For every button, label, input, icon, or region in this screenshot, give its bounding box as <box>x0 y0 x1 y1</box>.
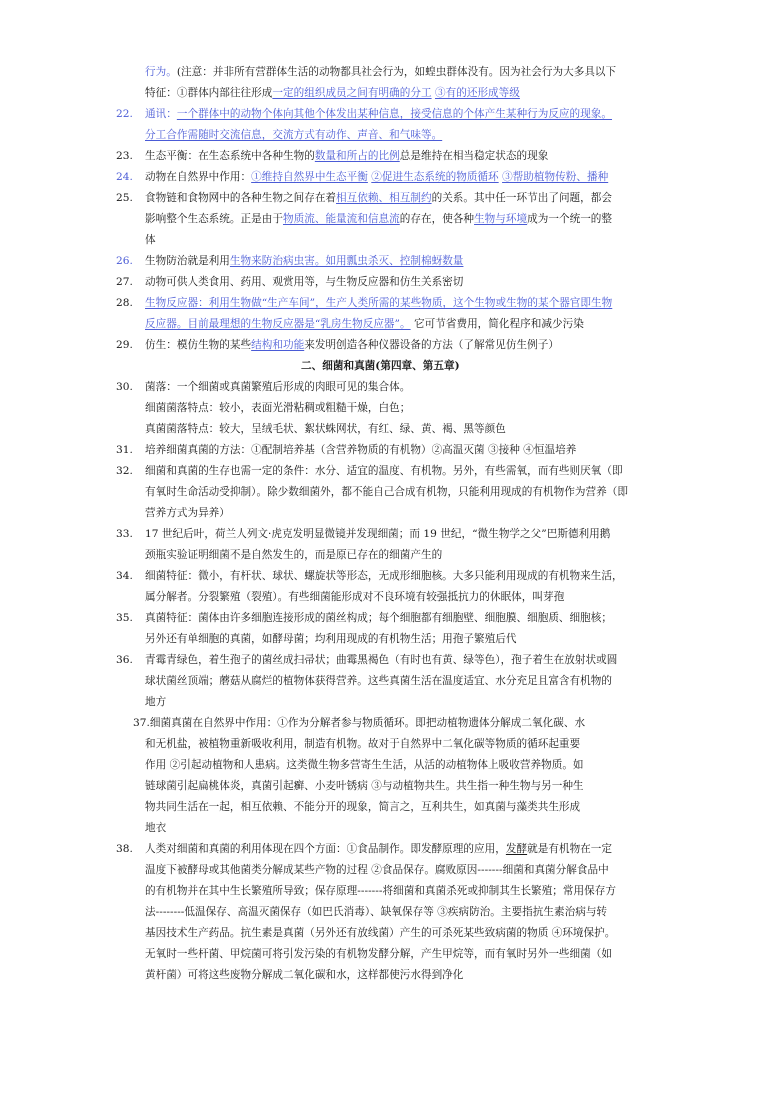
text-line <box>145 107 612 122</box>
text-segment: 基因技术生产药品。抗生素是真菌（另外还有放线菌）产生的可杀死某些致病菌的物质 ④环境保护。 <box>145 927 616 939</box>
text-segment: 人类对细菌和真菌的利用体现在四个方面：①食品制作。即发酵原理的应用， <box>145 843 506 855</box>
text-line <box>145 611 612 626</box>
text-segment: 属分解者。分裂繁殖（裂殖）。有些细菌能形成对不良环境有较强抵抗力的休眠体，叫芽孢 <box>145 591 565 603</box>
text-segment: 37.细菌真菌在自然界中作用：①作为分解者参与物质循环。即把动植物遗体分解成二氧化碳、水 <box>133 717 586 729</box>
text-segment: 细菌菌落特点：较小，表面光滑粘稠或粗糙干燥，白色； <box>145 402 411 414</box>
text-line <box>145 275 463 290</box>
underlined-text: 生物与环境 <box>474 213 528 225</box>
text-segment: 真菌菌落特点：较大，呈绒毛状、絮状蛛网状，有红、绿、黄、褐、黑等颜色 <box>145 423 506 435</box>
text-segment: 有氧时生命活动受抑制）。除少数细菌外，都不能自己合成有机物，只能利用现成的有机物作为营养（即 <box>145 486 628 498</box>
list-number: 23. <box>116 150 133 162</box>
text-segment: 来发明创造各种仪器设备的方法（了解常见仿生例子） <box>304 339 559 351</box>
list-number: 28. <box>116 297 133 309</box>
text-segment: 二、细菌和真菌(第四章、第五章) <box>301 360 460 372</box>
text-line <box>145 695 166 710</box>
text-segment: (注意：并非所有营群体生活的动物都具社会行为，如蝗虫群体没有。因为社会行为大多具以下 <box>176 66 617 78</box>
text-line <box>133 716 585 731</box>
text-line <box>145 737 580 752</box>
text-line <box>145 170 608 185</box>
underlined-text: 分工合作需随时交流信息，交流方式有动作、声音、和气味等。 <box>145 129 443 141</box>
text-line <box>145 968 463 983</box>
text-segment: 作用 ②引起动植物和人患病。这类微生物多营寄生生活，从活的动植物体上吸收营养物质。如 <box>145 759 584 771</box>
list-number: 27. <box>116 276 133 288</box>
text-line <box>145 149 548 164</box>
text-line <box>145 422 506 437</box>
list-number: 24. <box>116 171 133 183</box>
text-segment: 总是维持在相当稳定状态的现象 <box>399 150 549 162</box>
list-number: 22. <box>116 108 133 120</box>
text-segment: 黄杆菌）可将这些废物分解成二氧化碳和水，这样都使污水得到净化 <box>145 969 464 981</box>
list-number: 35. <box>116 612 133 624</box>
text-segment: 细菌和真菌的生存也需一定的条件：水分、适宜的温度、有机物。另外，有些需氧，而有些则厌氧（即 <box>145 465 623 477</box>
text-segment: 食物链和食物网中的各种生物之间存在着 <box>145 192 337 204</box>
text-line <box>145 401 410 416</box>
text-segment: 和无机盐，被植物重新吸收利用，制造有机物。故对于自然界中二氧化碳等物质的循环起重要 <box>145 738 581 750</box>
text-line <box>145 443 576 458</box>
underlined-text: 发酵 <box>505 843 528 855</box>
underlined-text: ③有的还形成等级 <box>434 87 520 99</box>
list-number: 34. <box>116 570 133 582</box>
text-line <box>145 527 610 542</box>
text-segment: 生态平衡：在生态系统中各种生物的 <box>145 150 315 162</box>
text-line <box>145 86 520 101</box>
list-number: 25. <box>116 192 133 204</box>
underlined-text: 生物来防治病虫害。如用瓢虫杀灭、控制棉蚜数量 <box>229 255 464 267</box>
text-segment: 它可节省费用，简化程序和减少污染 <box>410 318 584 330</box>
underlined-text: 一个群体中的动物个体向其他个体发出某种信息，接受信息的个体产生某种行为反应的现象。 <box>176 108 613 120</box>
text-line <box>145 65 616 80</box>
text-line <box>145 884 616 899</box>
text-line <box>145 380 410 395</box>
text-segment: 影响整个生态系统。正是由于 <box>145 213 283 225</box>
text-line <box>145 863 609 878</box>
text-line <box>145 590 564 605</box>
text-line <box>145 128 442 143</box>
underlined-text: 数量和所占的比例 <box>314 150 400 162</box>
underlined-text: 结构和功能 <box>251 339 305 351</box>
text-line <box>145 758 584 773</box>
text-line <box>145 905 607 920</box>
text-segment: 17 世纪后叶，荷兰人列文·虎克发明显微镜并发现细菌；而 19 世纪，“微生物学之父”巴斯德利用鹅 <box>145 528 611 540</box>
text-segment: 细菌特征：微小，有杆状、球状、螺旋状等形态，无成形细胞核。大多只能利用现成的有机物来生活， <box>145 570 623 582</box>
text-segment: 成为一个统一的整 <box>527 213 613 225</box>
text-segment: 温度下被酵母或其他菌类分解成某些产物的过程 ②食品保存。腐败原因-------细菌和真菌分解食品中 <box>145 864 609 876</box>
text-segment: 颈瓶实验证明细菌不是自然发生的，而是原已存在的细菌产生的 <box>145 549 443 561</box>
underlined-text: 生物反应器：利用生物做“生产车间”，生产人类所需的某些物质，这个生物或生物的某个器官即生物 <box>145 297 613 309</box>
text-line <box>145 296 612 311</box>
text-segment: 球状菌丝顶端；蘑菇从腐烂的植物体获得营养。这些真菌生活在温度适宜、水分充足且富含有机物的 <box>145 675 613 687</box>
list-number: 38. <box>116 843 133 855</box>
text-line <box>145 464 623 479</box>
underlined-text: 一定的组织成员之间有明确的分工 <box>272 87 432 99</box>
text-line <box>145 800 580 815</box>
text-segment: 体 <box>145 234 156 246</box>
text-line <box>145 947 612 962</box>
text-segment: 链球菌引起扁桃体炎，真菌引起癣、小麦叶锈病 ③与动植物共生。共生指一种生物与另一种生 <box>145 780 584 792</box>
text-segment: 无氧时一些杆菌、甲烷菌可将引发污染的有机物发酵分解，产生甲烷等，而有氧时另外一些细菌（如 <box>145 948 613 960</box>
text-line <box>145 338 559 353</box>
text-line <box>145 548 442 563</box>
text-line <box>145 821 166 836</box>
text-segment: 法--------低温保存、高温灭菌保存（如巴氏消毒）、缺氧保存等 ③疾病防治。主要指抗生素治病与转 <box>145 906 608 918</box>
underlined-text: ②促进生态系统的物质循环 <box>371 171 499 183</box>
text-segment: 动物可供人类食用、药用、观赏用等，与生物反应器和仿生关系密切 <box>145 276 464 288</box>
section-heading <box>301 359 460 374</box>
text-segment: 动物在自然界中作用： <box>145 171 252 183</box>
text-segment: 培养细菌真菌的方法：①配制培养基（含营养物质的有机物）②高温灭菌 ③接种 ④恒温培养 <box>145 444 577 456</box>
underlined-text: 物质流、能量流和信息流 <box>282 213 400 225</box>
text-segment: 青霉青绿色，着生孢子的菌丝成扫帚状；曲霉黑褐色（有时也有黄、绿等色），孢子着生在放射状或圆 <box>145 654 618 666</box>
text-segment: 就是有机物在一定 <box>527 843 613 855</box>
list-number: 31. <box>116 444 133 456</box>
text-line <box>145 317 584 332</box>
text-line <box>145 191 612 206</box>
underlined-text: 反应器。目前最理想的生物反应器是“乳房生物反应器”。 <box>145 318 411 330</box>
text-line <box>145 506 230 521</box>
list-number: 29. <box>116 339 133 351</box>
underlined-text: ③帮助植物传粉、播种 <box>502 171 609 183</box>
text-segment: 地衣 <box>145 822 167 834</box>
text-line <box>145 254 463 269</box>
text-segment: 特征：①群体内部往往形成 <box>145 87 273 99</box>
text-segment: 的有机物并在其中生长繁殖所导致；保存原理-------将细菌和真菌杀死或抑制其生长繁殖；常用保存方 <box>145 885 616 897</box>
text-line <box>145 842 612 857</box>
underlined-text: 相互依赖、相互制约 <box>336 192 432 204</box>
list-number: 32. <box>116 465 133 477</box>
text-segment: 真菌特征：菌体由许多细胞连接形成的菌丝构成；每个细胞都有细胞壁、细胞膜、细胞质、细胞核； <box>145 612 613 624</box>
text-segment: 物共同生活在一起，相互依赖、不能分开的现象，简言之，互利共生，如真菌与藻类共生形成 <box>145 801 581 813</box>
text-line <box>145 674 612 689</box>
text-segment: 行为。 <box>145 66 177 78</box>
text-segment: 菌落：一个细菌或真菌繁殖后形成的肉眼可见的集合体。 <box>145 381 411 393</box>
list-number: 33. <box>116 528 133 540</box>
text-line <box>145 233 156 248</box>
text-segment: 营养方式为异养） <box>145 507 230 519</box>
list-number: 36. <box>116 654 133 666</box>
underlined-text: ①维持自然界中生态平衡 <box>251 171 368 183</box>
text-line <box>145 632 516 647</box>
text-line <box>145 485 628 500</box>
text-line <box>145 779 584 794</box>
text-segment: 的存在，使各种 <box>399 213 475 225</box>
list-number: 26. <box>116 255 133 267</box>
text-segment: 另外还有单细胞的真菌，如酵母菌；均利用现成的有机物生活；用孢子繁殖后代 <box>145 633 517 645</box>
text-line <box>145 212 612 227</box>
list-number: 30. <box>116 381 133 393</box>
text-segment: 通讯： <box>145 108 177 120</box>
text-line <box>145 926 615 941</box>
text-segment: 地方 <box>145 696 167 708</box>
text-segment: 生物防治就是利用 <box>145 255 230 267</box>
text-line <box>145 653 617 668</box>
text-line <box>145 569 623 584</box>
text-segment: 的关系。其中任一环节出了问题，都会 <box>431 192 613 204</box>
text-segment: 仿生：模仿生物的某些 <box>145 339 252 351</box>
